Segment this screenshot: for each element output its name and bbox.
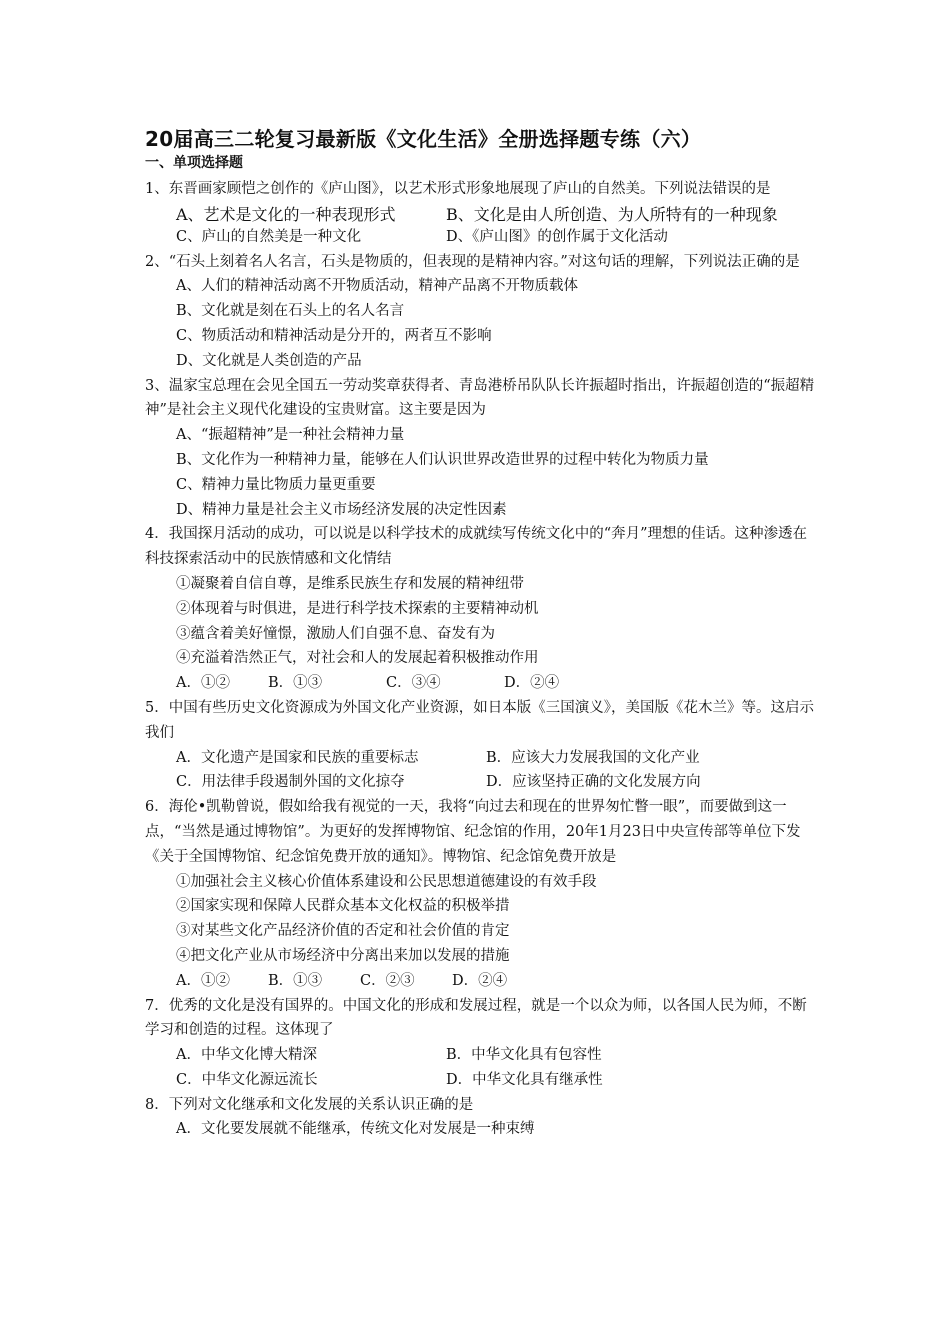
q7-option-a: A．中华文化博大精深 xyxy=(176,1047,317,1064)
question-7-stem: 7．优秀的文化是没有国界的。中国文化的形成和发展过程，就是一个以众为师，以各国人民为师，不断学习和创造的过程。这体现了 xyxy=(145,997,807,1039)
q6-item-4: ④把文化产业从市场经济中分离出来加以发展的措施 xyxy=(176,947,510,964)
q1-option-d: D、《庐山图》的创作属于文化活动 xyxy=(446,228,668,245)
question-6-stem: 6．海伦•凯勒曾说，假如给我有视觉的一天，我将“向过去和现在的世界匆忙瞥一眼”，而要做到这一点，“当然是通过博物馆”。为更好的发挥博物馆、纪念馆的作用，20年1月23日中央宣传部等单位下发《关于全国博物馆、纪念馆免费开放的通知》。博物馆、纪念馆免费开放是 xyxy=(145,799,801,865)
q3-option-b: B、文化作为一种精神力量，能够在人们认识世界改造世界的过程中转化为物质力量 xyxy=(176,451,709,468)
q7-option-b: B．中华文化具有包容性 xyxy=(446,1047,602,1064)
q7-option-c: C．中华文化源远流长 xyxy=(176,1071,318,1088)
q2-option-c: C、物质活动和精神活动是分开的，两者互不影响 xyxy=(176,327,492,344)
q6-answer-options xyxy=(145,969,815,994)
document-page xyxy=(145,125,815,1142)
question-7-options-row-2 xyxy=(145,1068,815,1093)
q4-item-2: ②体现着与时俱进，是进行科学技术探索的主要精神动机 xyxy=(176,600,539,617)
q4-option-c: C．③④ xyxy=(386,675,441,692)
q8-option-a: A．文化要发展就不能继承，传统文化对发展是一种束缚 xyxy=(176,1121,535,1138)
q4-item-3: ③蕴含着美好憧憬，激励人们自强不息、奋发有为 xyxy=(176,625,495,642)
q4-option-a: A．①② xyxy=(176,675,230,692)
question-5-options-row-1 xyxy=(145,746,815,771)
q3-option-d: D、精神力量是社会主义市场经济发展的决定性因素 xyxy=(176,501,507,518)
document-title: 20届高三二轮复习最新版《文化生活》全册选择题专练（六） xyxy=(145,127,702,151)
question-4-stem: 4．我国探月活动的成功，可以说是以科学技术的成就续写传统文化中的“奔月”理想的佳话。这种渗透在科技探索活动中的民族情感和文化情结 xyxy=(145,526,808,568)
q4-option-d: D．②④ xyxy=(504,675,560,692)
question-1-stem: 1、东晋画家顾恺之创作的《庐山图》，以艺术形式形象地展现了庐山的自然美。下列说法错误的是 xyxy=(145,181,771,197)
q5-option-a: A．文化遗产是国家和民族的重要标志 xyxy=(176,749,419,766)
q6-item-2: ②国家实现和保障人民群众基本文化权益的积极举措 xyxy=(176,898,510,915)
section-heading: 一、单项选择题 xyxy=(145,155,243,171)
question-7-options-row-1 xyxy=(145,1043,815,1068)
q6-item-3: ③对某些文化产品经济价值的否定和社会价值的肯定 xyxy=(176,923,510,940)
q6-option-d: D．②④ xyxy=(452,972,508,989)
q2-option-a: A、人们的精神活动离不开物质活动，精神产品离不开物质载体 xyxy=(176,278,578,295)
question-8-stem: 8．下列对文化继承和文化发展的关系认识正确的是 xyxy=(145,1096,474,1113)
q5-option-b: B．应该大力发展我国的文化产业 xyxy=(486,749,700,766)
question-3-stem: 3、温家宝总理在会见全国五一劳动奖章获得者、青岛港桥吊队队长许振超时指出，许振超创造的“振超精神”是社会主义现代化建设的宝贵财富。这主要是因为 xyxy=(145,377,815,419)
q5-option-c: C．用法律手段遏制外国的文化掠夺 xyxy=(176,774,405,791)
q4-option-b: B．①③ xyxy=(268,675,323,692)
question-1-options-row-2 xyxy=(145,225,815,250)
q7-option-d: D．中华文化具有继承性 xyxy=(446,1071,603,1088)
q4-answer-options xyxy=(145,671,815,696)
q6-item-1: ①加强社会主义核心价值体系建设和公民思想道德建设的有效手段 xyxy=(176,873,597,890)
q6-option-c: C．②③ xyxy=(360,972,415,989)
q1-option-c: C、庐山的自然美是一种文化 xyxy=(176,228,362,245)
q6-option-a: A．①② xyxy=(176,972,230,989)
question-5-options-row-2 xyxy=(145,770,815,795)
question-2-stem: 2、“石头上刻着名人名言，石头是物质的，但表现的是精神内容。”对这句话的理解，下列说法正确的是 xyxy=(145,253,800,270)
question-5-stem: 5．中国有些历史文化资源成为外国文化产业资源，如日本版《三国演义》，美国版《花木兰》等。这启示我们 xyxy=(145,699,814,741)
q1-option-b: B、文化是由人所创造、为人所特有的一种现象 xyxy=(446,204,778,224)
q2-option-b: B、文化就是刻在石头上的名人名言 xyxy=(176,303,405,320)
q6-option-b: B．①③ xyxy=(268,972,323,989)
q4-item-4: ④充溢着浩然正气，对社会和人的发展起着积极推动作用 xyxy=(176,650,539,667)
question-1-options-row-1 xyxy=(145,202,815,225)
q1-option-a: A、艺术是文化的一种表现形式 xyxy=(176,204,396,224)
q5-option-d: D．应该坚持正确的文化发展方向 xyxy=(486,774,701,791)
q3-option-a: A、“振超精神”是一种社会精神力量 xyxy=(176,427,405,444)
q2-option-d: D、文化就是人类创造的产品 xyxy=(176,352,362,369)
q3-option-c: C、精神力量比物质力量更重要 xyxy=(176,476,376,493)
q4-item-1: ①凝聚着自信自尊，是维系民族生存和发展的精神纽带 xyxy=(176,575,524,592)
